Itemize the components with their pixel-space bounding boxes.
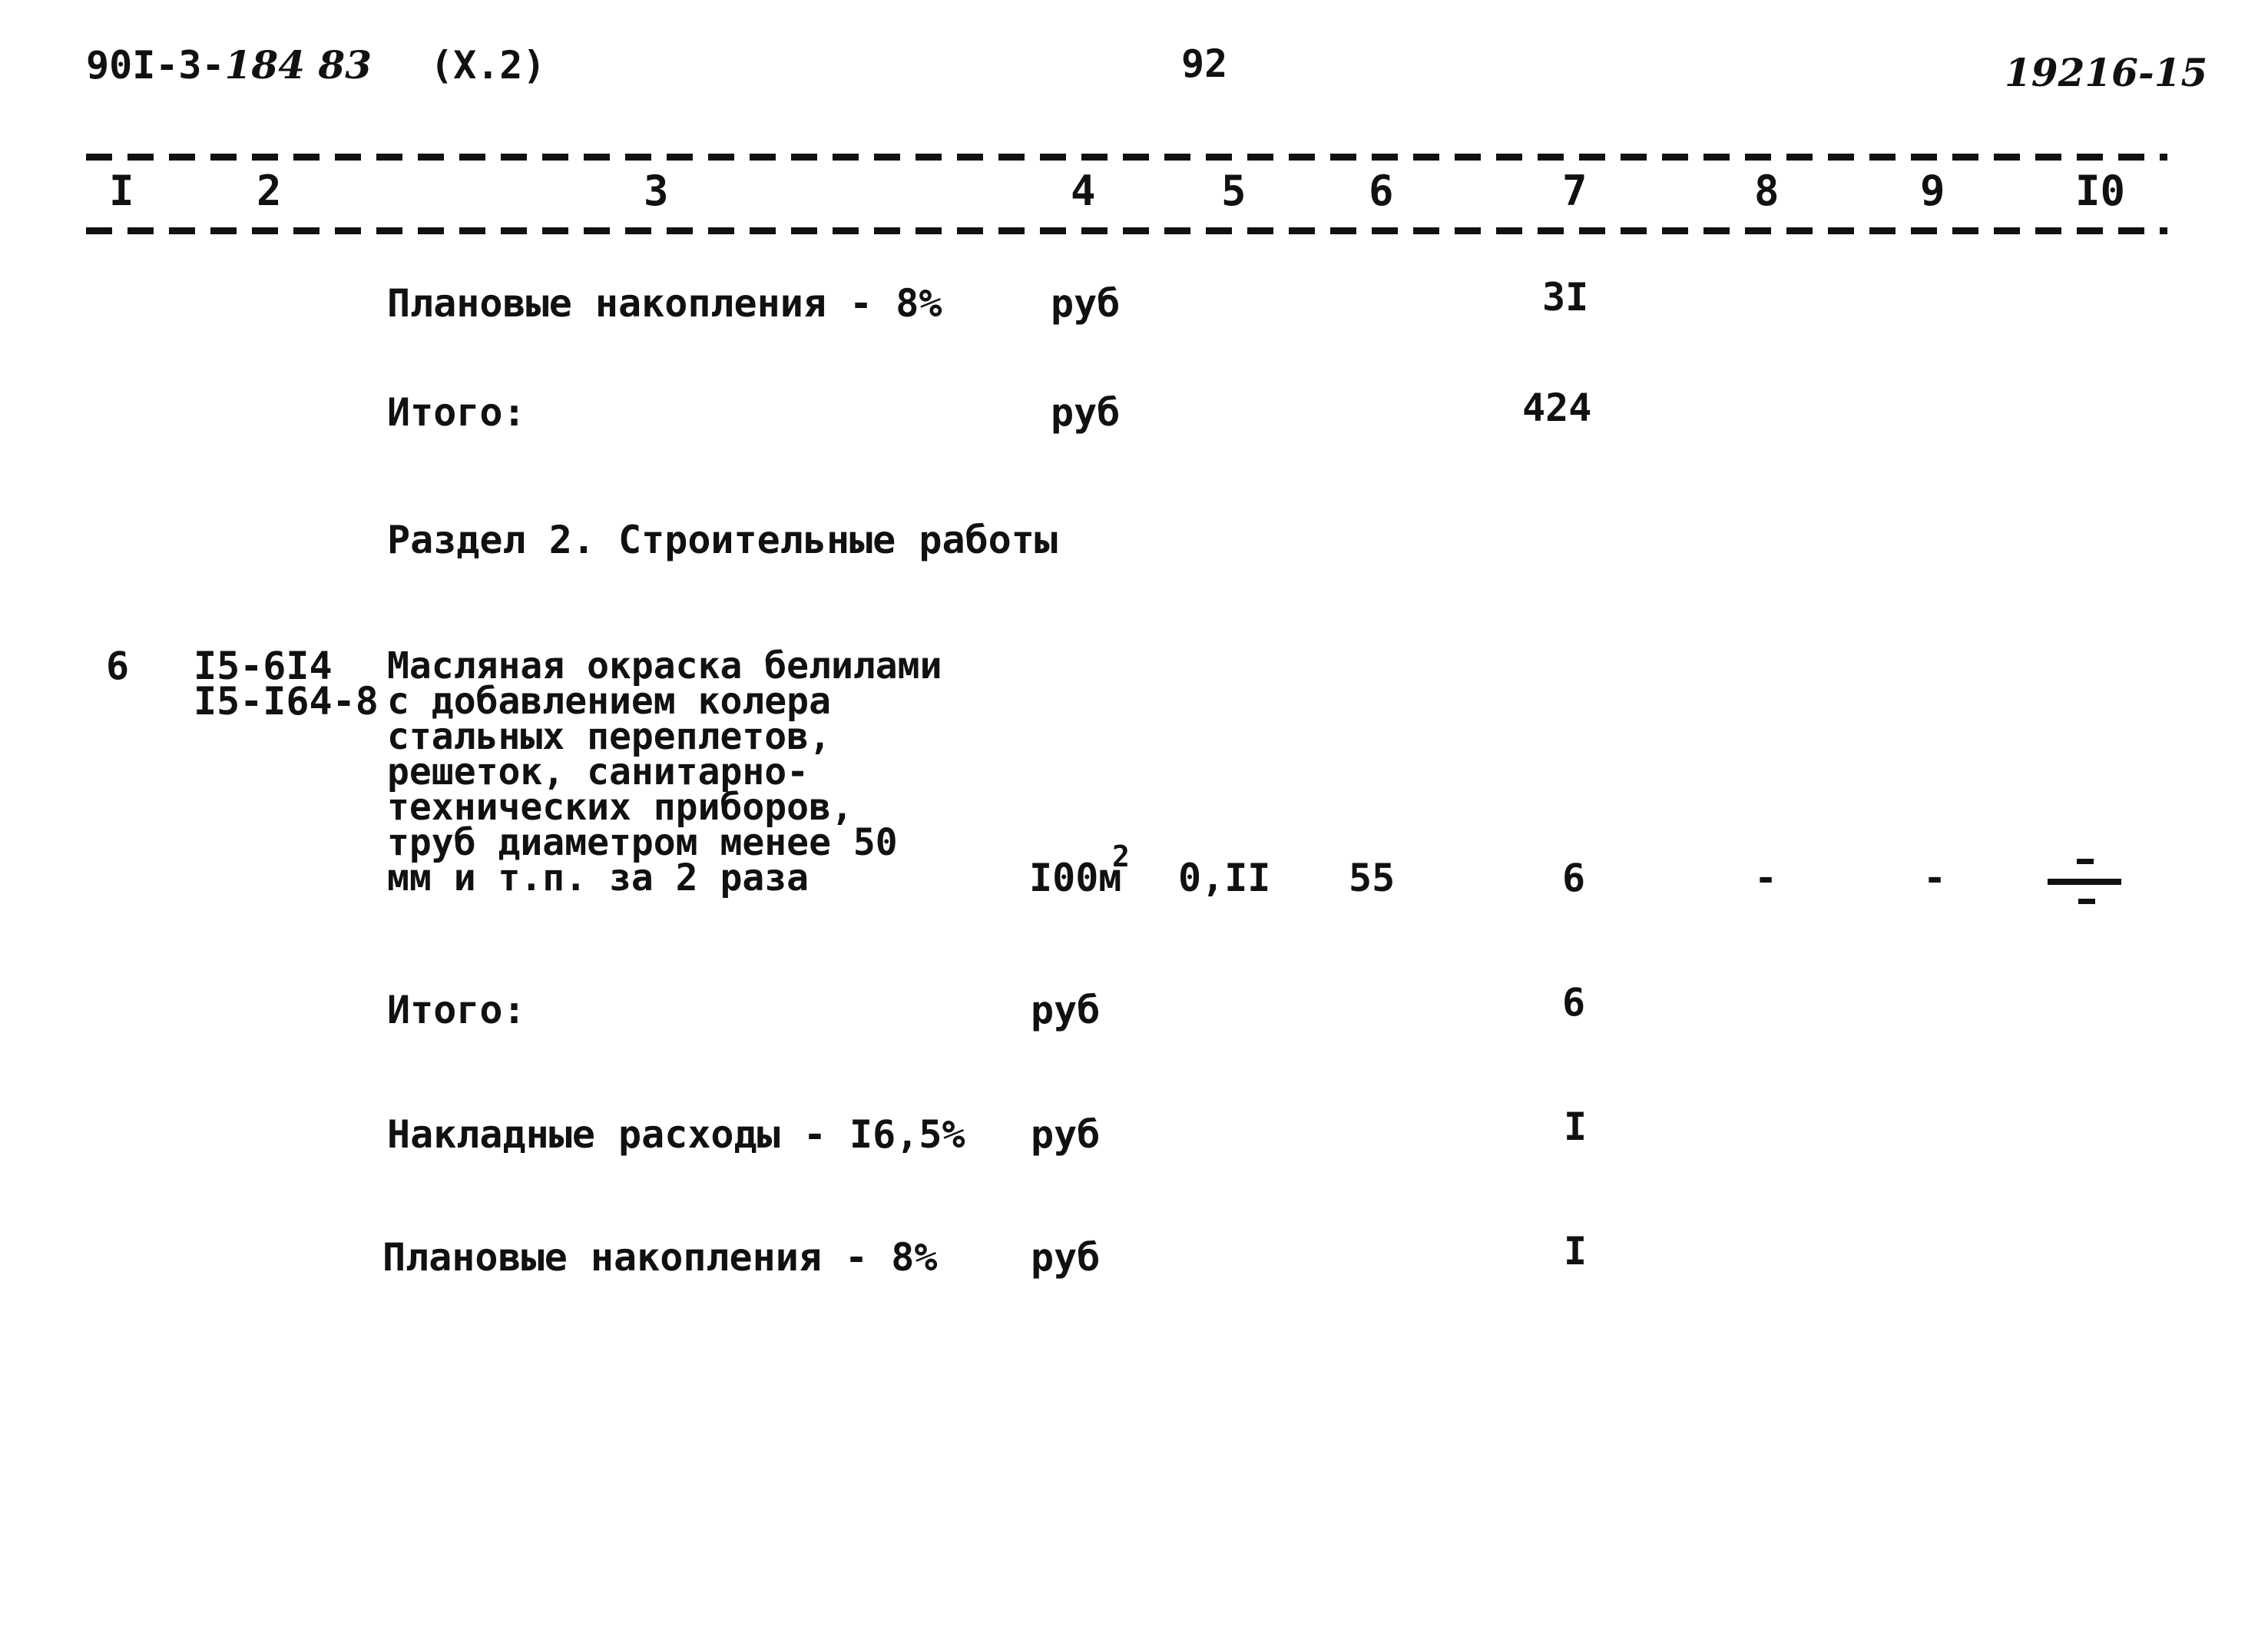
item-number: 6 bbox=[106, 644, 130, 688]
row-overhead-label: Накладные расходы - I6,5% bbox=[387, 1112, 965, 1157]
col-4: 4 bbox=[1071, 167, 1096, 215]
col-1: I bbox=[109, 167, 134, 215]
col-6: 6 bbox=[1369, 167, 1394, 215]
col-2: 2 bbox=[257, 167, 282, 215]
doc-code bbox=[86, 42, 372, 88]
row-overhead-value: I bbox=[1564, 1105, 1588, 1149]
row-total-value: 424 bbox=[1522, 386, 1592, 430]
doc-code-typed: 90I-3- bbox=[86, 43, 225, 88]
row-total-2-label: Итого: bbox=[387, 988, 526, 1032]
item-description: Масляная окраска белилами с добавлением колера стальных переплетов, решеток, санитарно-технических приборов, труб диаметром менее 50 мм и т.п. за 2 раза bbox=[387, 644, 942, 899]
doc-code-handwritten: 184 83 bbox=[224, 42, 372, 88]
item-code-1: I5-6I4 bbox=[194, 644, 333, 688]
item-code-2: I5-I64-8 bbox=[194, 679, 379, 724]
division-mark-icon bbox=[2048, 859, 2124, 905]
row-overhead-unit: руб bbox=[1031, 1112, 1101, 1157]
item-unit-superscript: 2 bbox=[1112, 840, 1130, 873]
item-total: 6 bbox=[1562, 856, 1586, 900]
archive-number: 19216-15 bbox=[2005, 50, 2208, 95]
row-planned-savings-2-value: I bbox=[1564, 1229, 1588, 1274]
item-unit: I00м bbox=[1029, 856, 1122, 900]
row-planned-savings-unit: руб bbox=[1051, 281, 1121, 326]
row-total-label: Итого: bbox=[387, 390, 526, 435]
col-10: I0 bbox=[2075, 167, 2126, 215]
row-planned-savings-2-label: Плановые накопления - 8% bbox=[382, 1235, 938, 1280]
col-5: 5 bbox=[1221, 167, 1247, 215]
doc-variant: (X.2) bbox=[430, 43, 546, 88]
top-dashed-rule bbox=[86, 154, 2167, 161]
row-planned-savings-total: 3I bbox=[1542, 275, 1589, 320]
col-7: 7 bbox=[1562, 167, 1588, 215]
col-3: 3 bbox=[644, 167, 669, 215]
row-total-2-value: 6 bbox=[1562, 980, 1586, 1025]
item-quantity: 0,II bbox=[1178, 856, 1271, 900]
row-planned-savings-label: Плановые накопления - 8% bbox=[387, 281, 942, 326]
bottom-dashed-rule bbox=[86, 227, 2167, 234]
item-price: 55 bbox=[1349, 856, 1396, 900]
col-8: 8 bbox=[1754, 167, 1780, 215]
page-number: 92 bbox=[1181, 41, 1228, 86]
section-heading: Раздел 2. Строительные работы bbox=[387, 518, 1058, 562]
row-total-2-unit: руб bbox=[1031, 988, 1101, 1032]
row-planned-savings-2-unit: руб bbox=[1031, 1235, 1101, 1280]
col-9: 9 bbox=[1920, 167, 1945, 215]
row-total-unit: руб bbox=[1051, 390, 1121, 435]
item-col9: - bbox=[1923, 856, 1947, 900]
item-col8: - bbox=[1754, 856, 1778, 900]
